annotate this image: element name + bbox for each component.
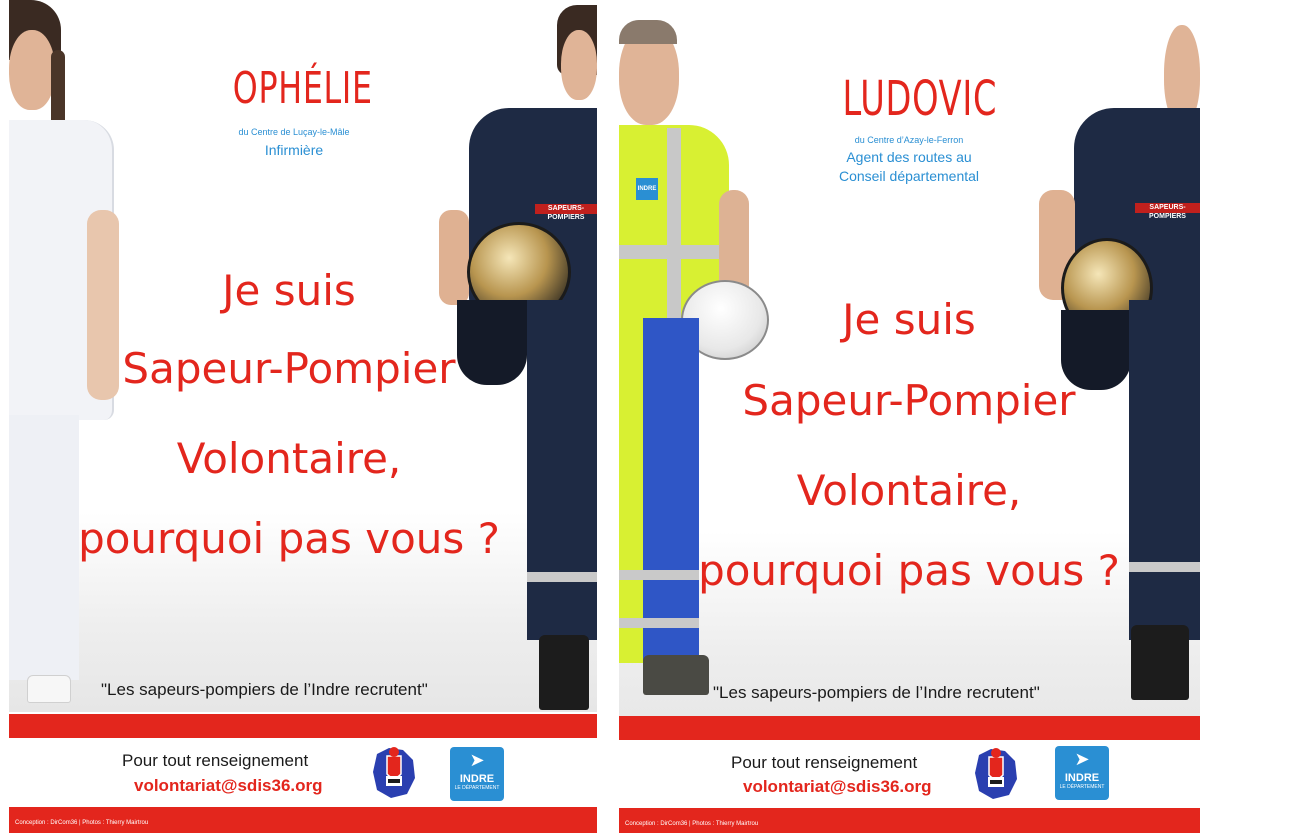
headline-line-3: Volontaire,	[176, 434, 402, 483]
headline-line-4: pourquoi pas vous ?	[78, 514, 500, 563]
vest-badge: INDRE	[636, 178, 658, 200]
job-line: Infirmière	[264, 142, 324, 158]
indre-logo-text: INDRE	[459, 773, 495, 785]
headline-line-4: pourquoi pas vous ?	[698, 546, 1120, 595]
recruit-quote: "Les sapeurs-pompiers de l’Indre recrutent"	[101, 680, 428, 699]
bottom-band	[619, 808, 1200, 833]
patch-label: SAPEURS-POMPIERS	[1135, 203, 1200, 213]
sdis36-logo-icon	[971, 745, 1021, 803]
headline	[69, 258, 509, 574]
headline-line-2: Sapeur-Pompier	[122, 344, 456, 393]
recruit-quote: "Les sapeurs-pompiers de l’Indre recrutent"	[713, 683, 1040, 702]
headline	[689, 284, 1129, 606]
job-line: Agent des routes au	[846, 149, 972, 165]
red-band	[9, 714, 597, 738]
indre-logo-sub: LE DÉPARTEMENT	[454, 785, 500, 791]
indre-logo-text: INDRE	[1064, 772, 1100, 784]
credits: Conception : DirCom36 | Photos : Thierry Mairtrou	[15, 820, 149, 826]
poster-ophelie	[9, 0, 597, 833]
email-link[interactable]: volontariat@sdis36.org	[743, 777, 932, 796]
headline-line-3: Volontaire,	[796, 466, 1022, 515]
headline-line-1: Je suis	[222, 266, 356, 315]
centre-label: du Centre de Luçay-le-Mâle	[238, 127, 350, 137]
headline-line-2: Sapeur-Pompier	[742, 376, 1076, 425]
indre-logo	[450, 747, 504, 801]
patch-label: SAPEURS-POMPIERS	[535, 204, 597, 214]
person-name: OPHÉLIE	[232, 63, 373, 114]
job-title	[209, 141, 379, 160]
poster-ludovic	[619, 0, 1200, 833]
credits: Conception : DirCom36 | Photos : Thierry Mairtrou	[625, 821, 759, 827]
centre-label: du Centre d’Azay-le-Ferron	[854, 135, 964, 145]
footer	[9, 738, 597, 808]
person-name: LUDOVIC	[842, 71, 998, 127]
headline-line-1: Je suis	[842, 295, 976, 344]
info-label: Pour tout renseignement	[731, 753, 918, 772]
eagle-icon: ➤	[1074, 749, 1090, 769]
bottom-band	[9, 807, 597, 833]
job-title	[809, 148, 1009, 186]
info-label: Pour tout renseignement	[122, 751, 309, 770]
indre-logo	[1055, 746, 1109, 800]
red-band	[619, 716, 1200, 740]
email-link[interactable]: volontariat@sdis36.org	[134, 776, 323, 795]
job-line: Conseil départemental	[838, 168, 980, 184]
eagle-icon: ➤	[469, 750, 485, 770]
footer	[619, 740, 1200, 810]
indre-logo-sub: LE DÉPARTEMENT	[1059, 784, 1105, 790]
sdis36-logo-icon	[369, 744, 419, 802]
